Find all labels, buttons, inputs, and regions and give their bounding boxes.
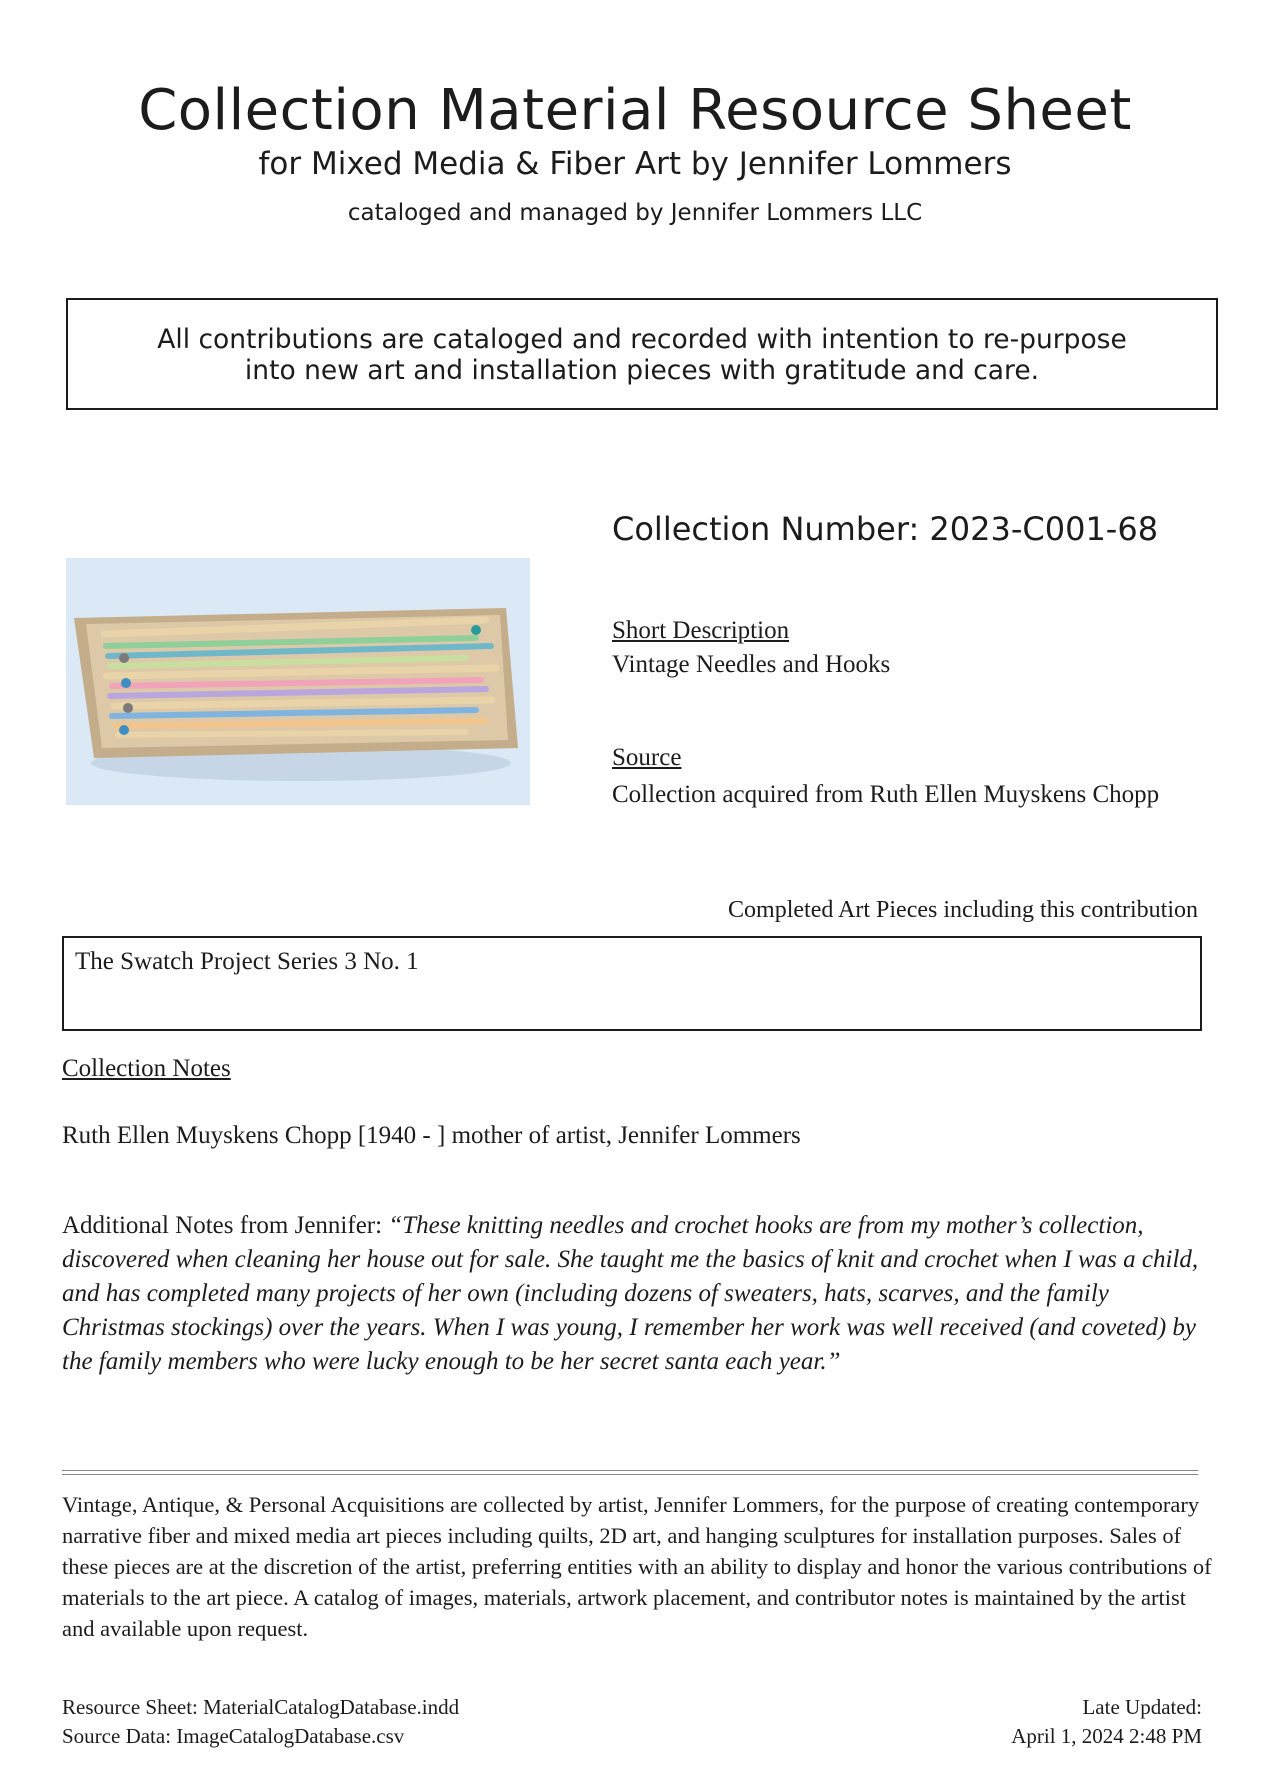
completed-pieces-box [62,936,1202,1031]
short-description-label: Short Description [612,617,790,644]
collection-number-value: 2023-C001-68 [929,510,1159,548]
source-value: Collection acquired from Ruth Ellen Muyskens Chopp [612,781,1160,808]
page-title: Collection Material Resource Sheet [138,78,1132,143]
collection-notes-text: Ruth Ellen Muyskens Chopp [1940 - ] mother of artist, Jennifer Lommers [62,1122,801,1149]
additional-notes-quote: “These knitting needles and crochet hooks are from my mother’s collection, discovered when cleaning her house out for sale. She taught me the basics of knit and crochet when I was a child, and has completed many projects of her own (including dozens of sweaters, hats, scarves, and the family Christmas stockings) over the years. When I was young, I remember her work was well received (and coveted) by the family members who were lucky enough to be her secret santa each year.” [62,1212,1199,1375]
managed-by: cataloged and managed by Jennifer Lommers LLC [347,200,923,226]
collection-number-label: Collection Number: [612,510,920,548]
updated-value: April 1, 2024 2:48 PM [1011,1724,1202,1748]
completed-piece-item: The Swatch Project Series 3 No. 1 [75,948,419,975]
statement-line-1: All contributions are cataloged and recorded with intention to re-purpose [157,324,1127,355]
footer-right [1011,1693,1202,1751]
collection-number [612,510,1158,548]
statement-line-2: into new art and installation pieces with gratitude and care. [244,355,1040,386]
collection-photo [66,558,530,805]
source-data-file: Source Data: ImageCatalogDatabase.csv [62,1724,405,1748]
divider-rule [62,1470,1198,1475]
needles-in-box-illustration [66,558,530,805]
short-description-value: Vintage Needles and Hooks [612,651,891,678]
statement-box [66,298,1218,410]
updated-label: Late Updated: [1082,1695,1202,1719]
footer-left [62,1693,459,1751]
resource-sheet-file: Resource Sheet: MaterialCatalogDatabase.indd [62,1695,460,1719]
additional-notes-label: Additional Notes from Jennifer: [62,1212,389,1239]
page-subtitle: for Mixed Media & Fiber Art by Jennifer Lommers [258,146,1012,182]
additional-notes [62,1209,1202,1379]
completed-pieces-label: Completed Art Pieces including this contribution [728,897,1198,923]
collection-notes-label: Collection Notes [62,1055,231,1082]
statement-text [68,324,1216,386]
disclaimer-text: Vintage, Antique, & Personal Acquisitions are collected by artist, Jennifer Lommers, for the purpose of creating contemporary narrative fiber and mixed media art pieces including quilts, 2D art, and hanging sculptures for installation purposes. Sales of these pieces are at the discretion of the artist, preferring entities with an ability to display and honor the various contributions of materials to the art piece. A catalog of images, materials, artwork placement, and contributor notes is maintained by the artist and available upon request. [62,1492,1212,1641]
source-label: Source [612,744,682,771]
